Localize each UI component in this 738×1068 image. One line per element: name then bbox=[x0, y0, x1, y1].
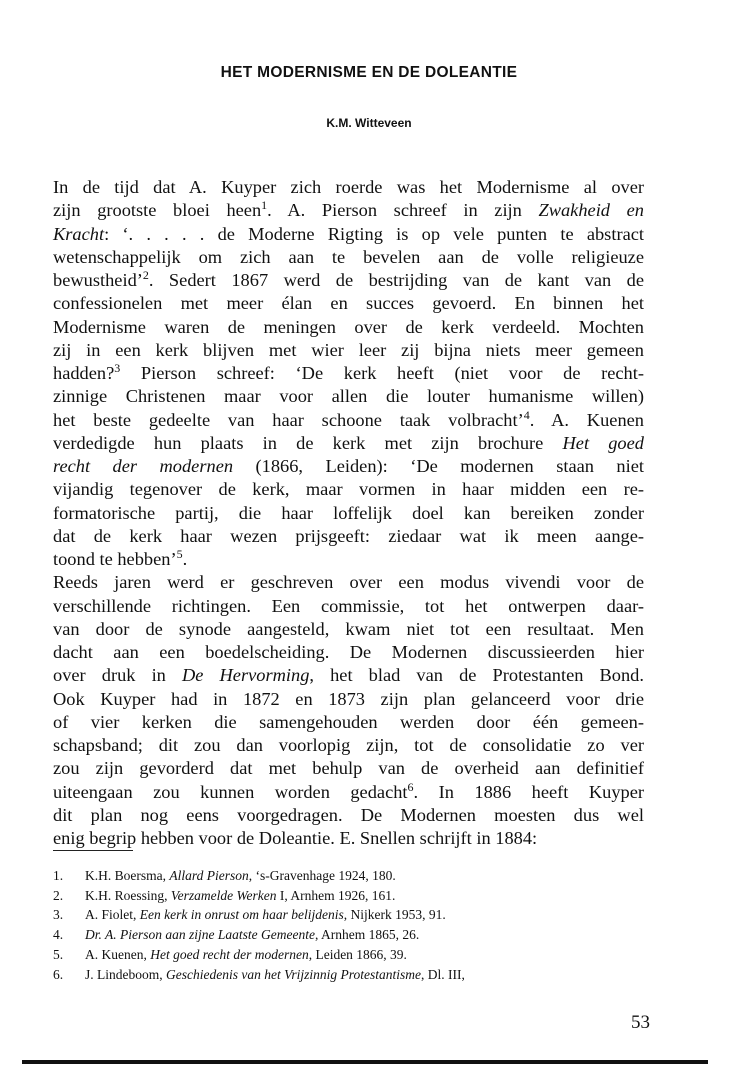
body-line: toond te hebben’$^5$. bbox=[53, 547, 188, 569]
body-line: recht der modernen (1866, Leiden): ‘De modernen staan niet bbox=[53, 456, 644, 476]
body-line: van door de synode aangesteld, kwam niet tot een resultaat. Men bbox=[53, 618, 644, 639]
body-line: In de tijd dat A. Kuyper zich roerde was het Modernisme al over bbox=[53, 177, 644, 197]
footnote-ref-3: 3 bbox=[114, 361, 121, 375]
footnote-ref-4: 4 bbox=[523, 407, 530, 422]
footnote: 6. J. Lindeboom, Geschiedenis van het Vrijzinnig Protestantisme, Dl. III, bbox=[53, 966, 465, 982]
body-text bbox=[53, 176, 644, 850]
footnote: 1. K.H. Boersma, Allard Pierson, ‘s-Gravenhage 1924, 180. bbox=[53, 868, 396, 883]
page-number: 53 bbox=[631, 1012, 650, 1033]
body-line: hadden?$^3$ Pierson schreef: ‘De kerk heeft (niet voor de recht- bbox=[53, 361, 644, 383]
body-line: wetenschappelijk om zich aan te bevelen aan de volle religieuze bbox=[53, 246, 644, 267]
body-line: dacht aan een boedelscheiding. De Modernen discussieerden hier bbox=[53, 642, 644, 662]
body-line: over druk in De Hervorming, het blad van de Protestanten Bond. bbox=[53, 665, 644, 686]
footnote-ref-6: 6 bbox=[407, 779, 414, 794]
footnote: 5. A. Kuenen, Het goed recht der modernen, Leiden 1866, 39. bbox=[53, 946, 407, 962]
footnote: 3. A. Fiolet, Een kerk in onrust om haar belijdenis, Nijkerk 1953, 91. bbox=[53, 907, 446, 923]
body-line: Kracht: ‘. . . . . de Moderne Rigting is op vele punten te abstract bbox=[53, 223, 644, 244]
body-line: verdedigde hun plaats in de kerk met zijn brochure Het goed bbox=[53, 432, 644, 453]
footnote-ref-1: 1 bbox=[261, 198, 268, 213]
body-line: zijn grootste bloei heen$^1$. A. Pierson schreef in zijn Zwakheid en bbox=[53, 198, 644, 221]
author-name: K.M. Witteveen bbox=[326, 116, 412, 130]
body-line: vijandig tegenover de kerk, maar vormen in haar midden een re- bbox=[53, 479, 644, 500]
body-line: zij in een kerk blijven met wier leer zij bijna niets meer gemeen bbox=[53, 339, 644, 360]
body-line: verschillende richtingen. Een commissie, tot het ontwerpen daar- bbox=[53, 595, 644, 616]
body-line: Ook Kuyper had in 1872 en 1873 zijn plan gelanceerd voor drie bbox=[53, 688, 644, 709]
body-line: Modernisme waren de meningen over de kerk verdeeld. Mochten bbox=[53, 316, 644, 337]
body-line: Reeds jaren werd er geschreven over een modus vivendi voor de bbox=[53, 572, 644, 593]
body-line: enig begrip hebben voor de Doleantie. E. Snellen schrijft in 1884: bbox=[53, 828, 538, 848]
body-line: zinnige Christenen maar voor allen die louter humanisme willen) bbox=[53, 386, 644, 407]
footnote-ref-2: 2 bbox=[142, 268, 149, 282]
footnotes bbox=[53, 866, 644, 984]
body-line: formatorische partij, die haar loffelijk doel kan bereiken zonder bbox=[53, 502, 644, 523]
body-line: bewustheid’$^2$. Sedert 1867 werd de bestrijding van de kant van de bbox=[53, 268, 644, 290]
body-line: het beste gedeelte van haar schoone taak volbracht’$^4$. A. Kuenen bbox=[53, 407, 644, 430]
body-line: zou zijn gevorderd dat met behulp van de overheid aan definitief bbox=[53, 758, 644, 779]
body-line: schapsband; dit zou dan voorlopig zijn, tot de consolidatie zo ver bbox=[53, 735, 644, 755]
body-line: dit plan nog eens voorgedragen. De Modernen moesten dus wel bbox=[53, 804, 644, 825]
body-line: of vier kerken die samengehouden werden door één gemeen- bbox=[53, 711, 644, 732]
body-line: confessionelen met meer élan en succes gevoerd. En binnen het bbox=[53, 293, 644, 314]
body-line: uiteengaan zou kunnen worden gedacht$^6$. In 1886 heeft Kuyper bbox=[53, 779, 645, 802]
footnote: 2. K.H. Roessing, Verzamelde Werken I, Arnhem 1926, 161. bbox=[53, 887, 396, 903]
footnote-ref-5: 5 bbox=[176, 547, 183, 561]
body-line: dat de kerk haar wezen prijsgeeft: ziedaar wat ik meen aange- bbox=[53, 525, 644, 546]
bottom-rule bbox=[22, 1060, 708, 1064]
footnote-divider bbox=[53, 850, 133, 851]
footnote: 4. Dr. A. Pierson aan zijne Laatste Gemeente, Arnhem 1865, 26. bbox=[53, 927, 420, 943]
article-title: HET MODERNISME EN DE DOLEANTIE bbox=[220, 64, 518, 81]
